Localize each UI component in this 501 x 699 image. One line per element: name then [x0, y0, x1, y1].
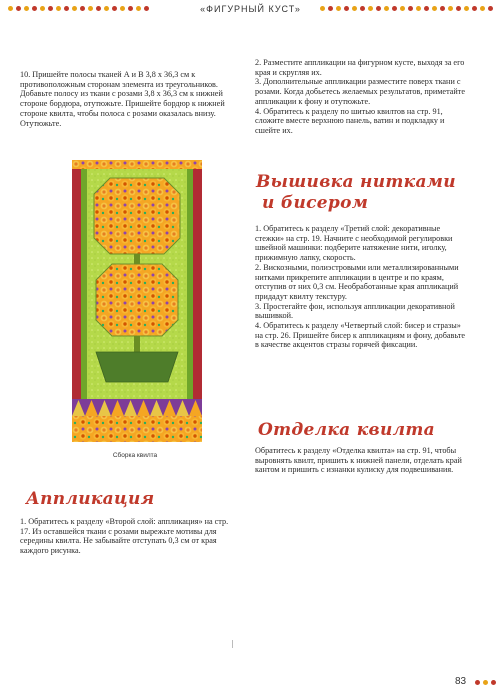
decorative-dot: [483, 680, 488, 685]
decorative-dot: [491, 680, 496, 685]
quilt-trunk-lower: [134, 336, 140, 354]
quilt-pot: [96, 352, 178, 382]
quilt-lower-bush: [96, 264, 178, 336]
embroidery-step-2: 2. Вискозными, полиэстровыми или металлизированными нитками прикрепите аппликации в центре и по краям, отступив от них 0,3 см. Необработанные края аппликаций придадут квилту текстуру.: [255, 262, 459, 301]
decorative-dot: [424, 6, 429, 11]
decorative-dot: [464, 6, 469, 11]
decorative-dot: [448, 6, 453, 11]
decorative-dot: [400, 6, 405, 11]
page-number: 83: [455, 676, 467, 687]
decorative-dot: [480, 6, 485, 11]
step-10-paragraph: 10. Пришейте полосы тканей А и В 3,8 х 36,3 см к противоположным сторонам элемента из треугольников. Добавьте полосу из ткани с розами 3,8 х 36,3 см к нижней стороне бордюра, отутюжьте. Пришейте бордюр к нижней стороне квилта, чтобы полоса с розами оказалась внизу. Отутюжьте.: [20, 70, 225, 128]
decorative-dot: [392, 6, 397, 11]
right-step-4: 4. Обратитесь к разделу по шитью квилтов на стр. 91, сложите вместе верхнюю панель, ватин и подкладку и сшейте их.: [255, 106, 445, 135]
crop-mark: [232, 640, 239, 648]
finishing-text: [255, 446, 470, 475]
decorative-dot: [384, 6, 389, 11]
left-intro-text: [20, 70, 234, 128]
quilt-upper-bush: [94, 178, 180, 254]
embroidery-step-4: 4. Обратитесь к разделу «Четвертый слой: бисер и стразы» на стр. 26. Пришейте бисер к аппликациям и фону, добавьте в качестве акцентов стразы горячей фиксации.: [255, 321, 466, 350]
finishing-paragraph: Обратитесь к разделу «Отделка квилта» на стр. 91, чтобы выровнять квилт, пришить к нижней панели, отделать край кантом и пришить с изнанки кулиску для подвешивания.: [255, 446, 462, 475]
embroidery-text: [255, 224, 470, 350]
decorative-dot: [416, 6, 421, 11]
decorative-dot: [360, 6, 365, 11]
right-intro-text: [255, 58, 470, 136]
quilt-left-strip: [72, 169, 81, 399]
applique-heading: Аппликация: [26, 489, 155, 509]
embroidery-heading-line1: Вышивка нитками: [256, 172, 456, 192]
quilt-assembly-figure: [72, 160, 202, 442]
decorative-dot: [456, 6, 461, 11]
right-step-2: 2. Разместите аппликации на фигурном кусте, выходя за его края и скругляя их.: [255, 58, 465, 77]
embroidery-heading-line2: и бисером: [262, 193, 369, 213]
decorative-dot: [376, 6, 381, 11]
decorative-dot: [475, 680, 480, 685]
decorative-dot: [344, 6, 349, 11]
decorative-dot: [488, 6, 493, 11]
decorative-dot: [368, 6, 373, 11]
decorative-dot: [320, 6, 325, 11]
applique-text: [20, 517, 234, 556]
decorative-dot: [472, 6, 477, 11]
quilt-top-rose-strip: [72, 160, 202, 169]
quilt-bottom-rose-strip: [72, 416, 202, 442]
footer-dots: [475, 680, 496, 685]
figure-caption: Сборка квилта: [112, 452, 158, 459]
decorative-dot: [328, 6, 333, 11]
embroidery-step-3: 3. Простегайте фон, используя аппликации декоративной вышивкой.: [255, 301, 455, 321]
decorative-dot: [352, 6, 357, 11]
decorative-dot: [440, 6, 445, 11]
decorative-dot: [408, 6, 413, 11]
running-header: «ФИГУРНЫЙ КУСТ»: [200, 4, 301, 14]
finishing-heading: Отделка квилта: [258, 420, 435, 440]
decorative-dot: [336, 6, 341, 11]
decorative-dot: [432, 6, 437, 11]
header-dots-right: [320, 6, 493, 14]
embroidery-step-1: 1. Обратитесь к разделу «Третий слой: декоративные стежки» на стр. 19. Начните с необходимой регулировки швейной машинки: подберите натяжение нити, иголку, прижимную лапку, скорость.: [255, 224, 453, 263]
right-step-3: 3. Дополнительные аппликации разместите поверх ткани с розами. Когда добьетесь желаемых результатов, приметайте аппликации к фону и отутюжьте.: [255, 77, 465, 106]
quilt-right-strip: [193, 169, 202, 399]
applique-paragraph: 1. Обратитесь к разделу «Второй слой: аппликация» на стр. 17. Из оставшейся ткани с розами вырежьте мотивы для середины квилта. Не забывайте отступать 0,3 см от края каждого рисунка.: [20, 517, 229, 556]
